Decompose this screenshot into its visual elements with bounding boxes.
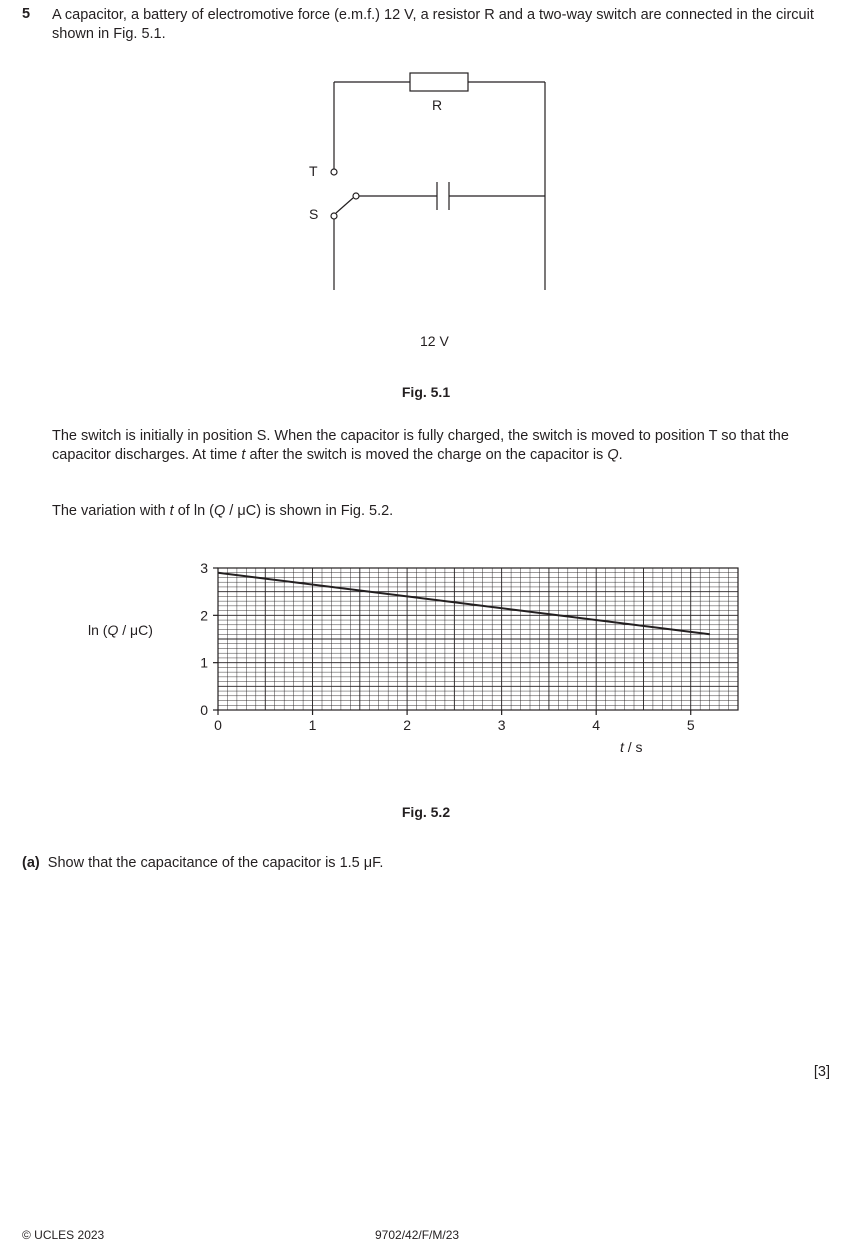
- y-tick-label: 0: [200, 702, 208, 718]
- part-a-text: Show that the capacitance of the capacitor is 1.5 μF.: [47, 855, 384, 871]
- figure-1-caption: Fig. 5.1: [401, 384, 451, 400]
- y-tick-label: 3: [200, 560, 208, 576]
- y-tick-label: 1: [200, 654, 208, 671]
- x-axis-label: t / s: [620, 739, 643, 755]
- marks-allocation: [3]: [813, 1064, 830, 1080]
- terminal-s-label: S: [309, 206, 319, 222]
- part-a: [22, 854, 822, 873]
- paragraph-2: The variation with t of ln (Q / μC) is shown in Fig. 5.2.: [52, 503, 394, 519]
- resistor-label: R: [432, 97, 443, 113]
- x-tick-label: 4: [592, 717, 601, 733]
- x-tick-label: 0: [214, 717, 222, 733]
- figure-2-caption: Fig. 5.2: [401, 804, 451, 820]
- footer-copyright: © UCLES 2023: [22, 1228, 105, 1242]
- y-axis-label: ln (Q / μC): [88, 622, 153, 638]
- y-tick-label: 2: [200, 607, 208, 624]
- battery-label: 12 V: [420, 333, 449, 349]
- part-a-label: (a): [22, 855, 40, 871]
- terminal-t-label: T: [309, 163, 318, 179]
- x-tick-label: 1: [308, 717, 317, 733]
- x-tick-label: 5: [686, 717, 695, 733]
- question-intro: A capacitor, a battery of electromotive force (e.m.f.) 12 V, a resistor R and a two-way switch are connected in the circuit shown in Fig. 5.1.: [52, 7, 814, 42]
- paragraph-1: The switch is initially in position S. When the capacitor is fully charged, the switch is moved to position T so that the capacitor discharges. At time t after the switch is moved the charge on the capacitor is Q.: [52, 428, 789, 463]
- x-tick-label: 2: [403, 717, 411, 733]
- x-tick-label: 3: [497, 717, 506, 733]
- footer-code: 9702/42/F/M/23: [375, 1228, 460, 1242]
- question-number: 5: [22, 6, 31, 22]
